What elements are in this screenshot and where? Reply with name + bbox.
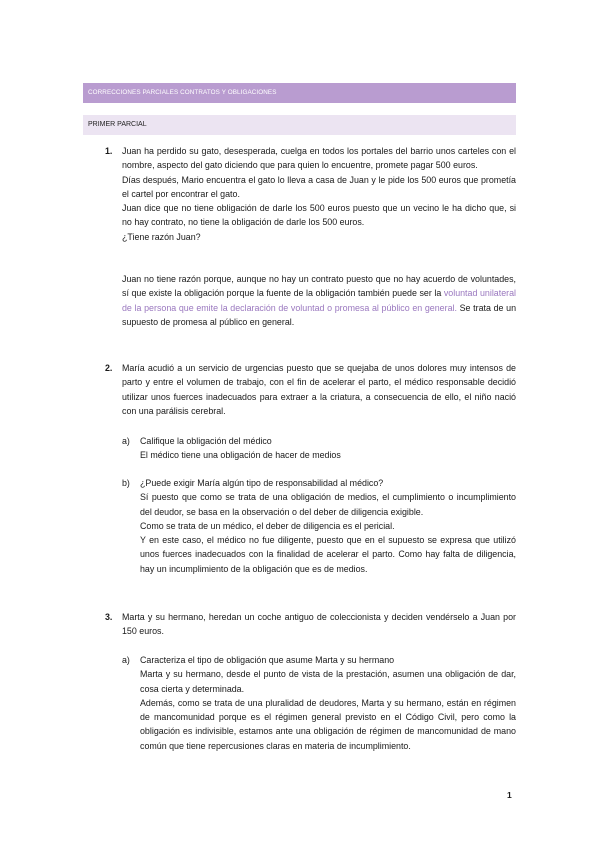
question-2b-label: b): [122, 478, 130, 488]
section-title-bar: PRIMER PARCIAL: [83, 115, 516, 135]
question-3-number: 3.: [105, 612, 113, 622]
question-1-answer: [122, 272, 516, 329]
question-2-number: 2.: [105, 363, 113, 373]
sub-answer: Marta y su hermano, desde el punto de vista de la prestación, asumen una obligación de dar, cosa cierta y determinada.: [140, 669, 516, 694]
question-2-statement: María acudió a un servicio de urgencias puesto que se quejaba de unos dolores muy intensos de parto y entre el volumen de trabajo, con el fin de acelerar el parto, el médico responsable decidió utilizar unos fuerces inadecuados para extraer a la criatura, a consecuencia de ello, el niño nació con una parálisis cerebral.: [122, 363, 516, 416]
sub-answer: Y en este caso, el médico no fue diligente, puesto que en el supuesto se expresa que utilizó unos fuerces inadecuados con la finalidad de acelerar el parto. Como hay falta de diligencia, hay un incumplimiento de la obligación que es de medios.: [140, 535, 516, 574]
question-2a: [140, 434, 516, 463]
question-1-number: 1.: [105, 146, 113, 156]
sub-question: Caracteriza el tipo de obligación que asume Marta y su hermano: [140, 655, 395, 665]
question-2b: [140, 476, 516, 576]
question-1-line: Días después, Mario encuentra el gato lo lleva a casa de Juan y le pide los 500 euros que prometía el cartel por encontrar el gato.: [122, 174, 516, 199]
sub-answer: Como se trata de un médico, el deber de diligencia es el pericial.: [140, 520, 395, 531]
page-number: 1: [507, 790, 512, 800]
question-1-statement: [122, 144, 516, 244]
answer-text: Juan no tiene razón porque, aunque no hay un contrato puesto que no hay acuerdo de voluntades, sí que existe la obligación porque la fuente de la obligación también puede ser la: [122, 274, 516, 299]
question-3a: [140, 653, 516, 753]
question-3a-label: a): [122, 655, 130, 665]
question-1-line: Juan ha perdido su gato, desesperada, cuelga en todos los portales del barrio unos carteles con el nombre, aspecto del gato diciendo que para quien lo encuentre, promete pagar 500 euros.: [122, 146, 516, 171]
answer-highlight: voluntad unilateral de la persona que emite la declaración de voluntad o promesa al público en general.: [122, 288, 516, 313]
question-3-statement: Marta y su hermano, heredan un coche antiguo de coleccionista y deciden vendérselo a Juan por 150 euros.: [122, 612, 516, 637]
question-1-line: ¿Tiene razón Juan?: [122, 231, 201, 242]
sub-answer: El médico tiene una obligación de hacer de medios: [140, 450, 341, 461]
answer-text: Se trata de un supuesto de promesa al público en general.: [122, 302, 517, 327]
question-2a-label: a): [122, 436, 130, 446]
document-header-bar: CORRECCIONES PARCIALES CONTRATOS Y OBLIGACIONES: [83, 83, 516, 103]
sub-answer: Sí puesto que como se trata de una obligación de medios, el cumplimiento o incumplimiento del deudor, se basa en la observación o del deber de diligencia exigible.: [140, 492, 516, 517]
sub-answer: Además, como se trata de una pluralidad de deudores, Marta y su hermano, están en régimen de mancomunidad porque es el régimen general previsto en el Código Civil, pero como la obligación es indivisible, estamos ante una obligación de régimen de mancomunidad de mano común que tiene repercusiones claras en materia de incumplimiento.: [140, 697, 516, 751]
sub-question: ¿Puede exigir María algún tipo de responsabilidad al médico?: [140, 478, 384, 488]
question-1-line: Juan dice que no tiene obligación de darle los 500 euros puesto que un vecino le ha dicho que, si no hay contrato, no tiene la obligación de darle los 500 euros.: [122, 203, 516, 228]
sub-question: Califique la obligación del médico: [140, 436, 272, 446]
